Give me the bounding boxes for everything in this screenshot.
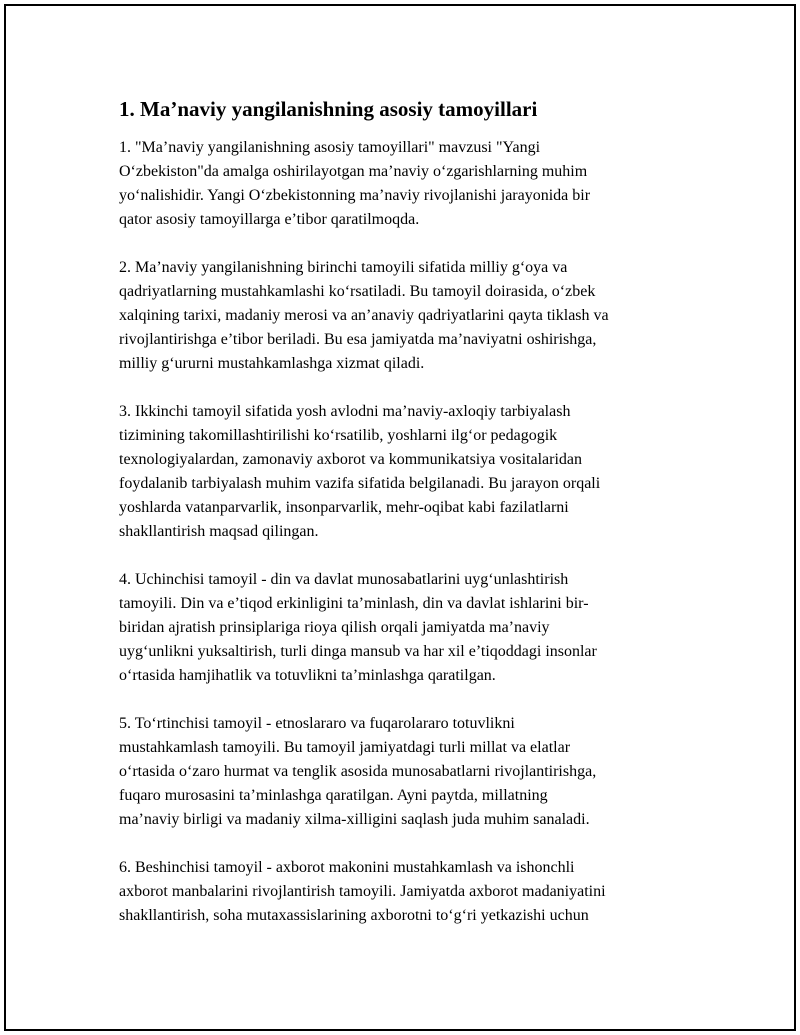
paragraph-list bbox=[119, 136, 699, 928]
document-title: 1. Ma’naviy yangilanishning asosiy tamoyillari bbox=[119, 97, 538, 121]
text-line: o‘rtasida o‘zaro hurmat va tenglik asosida munosabatlarni rivojlantirishga, bbox=[119, 763, 597, 780]
text-line: milliy g‘ururni mustahkamlashga xizmat qiladi. bbox=[119, 355, 425, 372]
paragraph-2 bbox=[119, 256, 699, 376]
text-line: qator asosiy tamoyillarga e’tibor qaratilmoqda. bbox=[119, 211, 420, 228]
paragraph-1 bbox=[119, 136, 699, 232]
text-line: o‘rtasida hamjihatlik va totuvlikni ta’minlashga qaratilgan. bbox=[119, 667, 496, 684]
text-line: ma’naviy birligi va madaniy xilma-xilligini saqlash juda muhim sanaladi. bbox=[119, 811, 590, 828]
text-line: yo‘nalishidir. Yangi O‘zbekistonning ma’naviy rivojlanishi jarayonida bir bbox=[119, 187, 591, 204]
paragraph-4 bbox=[119, 568, 699, 688]
text-line: O‘zbekiston"da amalga oshirilayotgan ma’naviy o‘zgarishlarning muhim bbox=[119, 163, 588, 180]
text-line: texnologiyalardan, zamonaviy axborot va kommunikatsiya vositalaridan bbox=[119, 451, 582, 468]
text-line: 1. "Ma’naviy yangilanishning asosiy tamoyillari" mavzusi "Yangi bbox=[119, 139, 541, 156]
text-line: fuqaro murosasini ta’minlashga qaratilgan. Ayni paytda, millatning bbox=[119, 787, 548, 804]
paragraph-6 bbox=[119, 856, 699, 928]
text-line: uyg‘unlikni yuksaltirish, turli dinga mansub va har xil e’tiqoddagi insonlar bbox=[119, 643, 597, 660]
text-line: axborot manbalarini rivojlantirish tamoyili. Jamiyatda axborot madaniyatini bbox=[119, 883, 606, 900]
page-frame bbox=[4, 4, 796, 1031]
text-line: qadriyatlarning mustahkamlashi ko‘rsatiladi. Bu tamoyil doirasida, o‘zbek bbox=[119, 283, 596, 300]
text-line: xalqining tarixi, madaniy merosi va an’anaviy qadriyatlarini qayta tiklash va bbox=[119, 307, 609, 324]
text-line: 6. Beshinchisi tamoyil - axborot makonini mustahkamlash va ishonchli bbox=[119, 859, 575, 876]
document-body bbox=[119, 96, 699, 952]
text-line: 3. Ikkinchi tamoyil sifatida yosh avlodni ma’naviy-axloqiy tarbiyalash bbox=[119, 403, 571, 420]
paragraph-5 bbox=[119, 712, 699, 832]
text-line: tamoyili. Din va e’tiqod erkinligini ta’minlash, din va davlat ishlarini bir- bbox=[119, 595, 589, 612]
text-line: yoshlarda vatanparvarlik, insonparvarlik, mehr-oqibat kabi fazilatlarni bbox=[119, 499, 569, 516]
text-line: foydalanib tarbiyalash muhim vazifa sifatida belgilanadi. Bu jarayon orqali bbox=[119, 475, 601, 492]
text-line: 5. To‘rtinchisi tamoyil - etnoslararo va fuqarolararo totuvlikni bbox=[119, 715, 515, 732]
text-line: 2. Ma’naviy yangilanishning birinchi tamoyili sifatida milliy g‘oya va bbox=[119, 259, 568, 276]
text-line: rivojlantirishga e’tibor beriladi. Bu esa jamiyatda ma’naviyatni oshirishga, bbox=[119, 331, 597, 348]
paragraph-3 bbox=[119, 400, 699, 544]
text-line: shakllantirish maqsad qilingan. bbox=[119, 523, 319, 540]
text-line: shakllantirish, soha mutaxassislarining axborotni to‘g‘ri yetkazishi uchun bbox=[119, 907, 589, 924]
text-line: tizimining takomillashtirilishi ko‘rsatilib, yoshlarni ilg‘or pedagogik bbox=[119, 427, 558, 444]
text-line: biridan ajratish prinsiplariga rioya qilish orqali jamiyatda ma’naviy bbox=[119, 619, 550, 636]
text-line: 4. Uchinchisi tamoyil - din va davlat munosabatlarini uyg‘unlashtirish bbox=[119, 571, 569, 588]
text-line: mustahkamlash tamoyili. Bu tamoyil jamiyatdagi turli millat va elatlar bbox=[119, 739, 571, 756]
